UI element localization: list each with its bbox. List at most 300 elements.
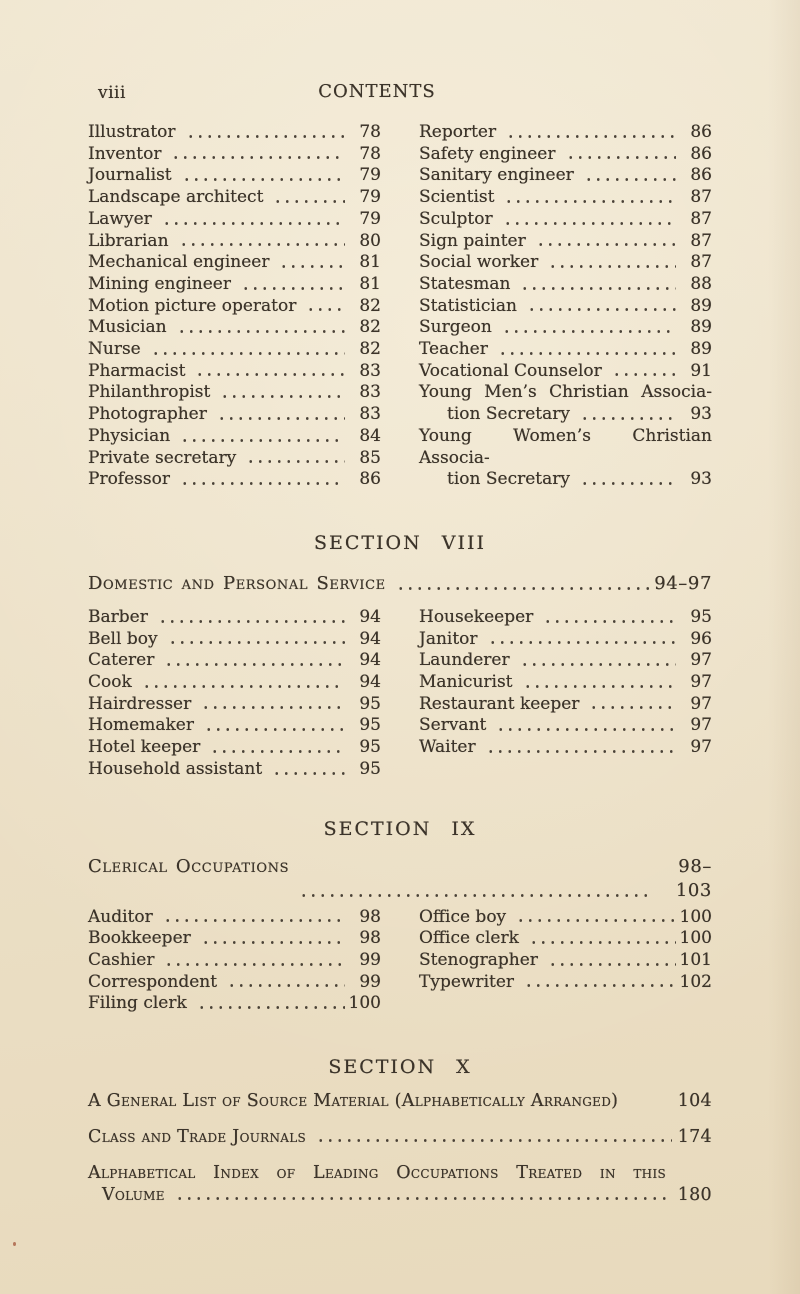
toc-entry-page: 89 bbox=[690, 295, 712, 316]
dot-leader bbox=[176, 231, 345, 253]
toc-entry-row bbox=[88, 209, 381, 231]
toc-entry bbox=[88, 629, 381, 651]
toc-entry-label: tion Secretary bbox=[447, 404, 570, 425]
dot-leader bbox=[243, 448, 345, 470]
dot-leader bbox=[485, 629, 676, 651]
toc-entry-row bbox=[88, 165, 381, 187]
dot-leader bbox=[625, 1090, 672, 1112]
continued-left-column bbox=[88, 122, 381, 491]
dot-leader bbox=[198, 694, 345, 716]
toc-entry-page: 79 bbox=[359, 208, 381, 229]
toc-entry-page: 82 bbox=[359, 317, 381, 338]
toc-entry-label: Volume bbox=[102, 1185, 165, 1206]
toc-entry-page: 81 bbox=[359, 273, 381, 294]
toc-entry-page: 91 bbox=[690, 360, 712, 381]
toc-entry-page: 78 bbox=[359, 143, 381, 164]
toc-entry-label: Filing clerk bbox=[88, 993, 187, 1014]
toc-entry bbox=[88, 907, 381, 929]
toc-entry-label: Mining engineer bbox=[88, 273, 231, 294]
toc-entry-row bbox=[88, 950, 381, 972]
section-ix-left-column bbox=[88, 907, 381, 1016]
toc-entry-page: 78 bbox=[359, 122, 381, 142]
toc-entry-label: Class and Trade Journals bbox=[88, 1127, 307, 1148]
toc-entry-page: 97 bbox=[690, 672, 712, 693]
section-viii-title: Domestic and Personal Service bbox=[88, 572, 386, 594]
toc-entry-label: Librarian bbox=[88, 230, 169, 251]
toc-entry-page: 89 bbox=[690, 317, 712, 338]
toc-entry-row bbox=[419, 607, 712, 629]
toc-entry-label: Bookkeeper bbox=[88, 928, 191, 949]
dot-leader bbox=[165, 629, 345, 651]
toc-entry-row bbox=[88, 759, 381, 781]
toc-entry-page: 79 bbox=[359, 165, 381, 186]
section-x-heading: SECTION X bbox=[328, 1056, 472, 1079]
toc-entry-row bbox=[88, 252, 381, 274]
section-x-entries bbox=[88, 1090, 712, 1206]
toc-entry-page: 89 bbox=[690, 339, 712, 360]
toc-entry bbox=[88, 187, 381, 209]
section-ix-title: Clerical Occupations bbox=[88, 855, 290, 877]
toc-entry-row bbox=[88, 404, 381, 426]
toc-entry-row bbox=[419, 650, 712, 672]
toc-entry bbox=[88, 382, 381, 404]
toc-entry bbox=[88, 694, 381, 716]
dot-leader bbox=[586, 694, 676, 716]
dot-leader bbox=[179, 165, 345, 187]
dot-leader bbox=[296, 855, 652, 903]
dot-leader bbox=[161, 650, 345, 672]
dot-leader bbox=[177, 469, 345, 491]
toc-entry bbox=[88, 252, 381, 274]
toc-entry-label: Servant bbox=[419, 715, 487, 736]
dot-leader bbox=[545, 950, 676, 972]
toc-entry-label: Journalist bbox=[88, 165, 172, 186]
toc-entry-label: Nurse bbox=[88, 339, 141, 360]
toc-entry bbox=[88, 1090, 712, 1112]
toc-entry-label: Landscape architect bbox=[88, 187, 264, 208]
toc-entry-page: 86 bbox=[690, 122, 712, 142]
toc-entry bbox=[419, 231, 712, 253]
toc-entry bbox=[419, 317, 712, 339]
toc-entry-label: Philanthropist bbox=[88, 382, 211, 403]
toc-entry-page: 98 bbox=[359, 928, 381, 949]
toc-entry bbox=[88, 426, 381, 448]
toc-entry-label: Inventor bbox=[88, 143, 162, 164]
dot-leader bbox=[545, 252, 676, 274]
toc-entry bbox=[419, 144, 712, 166]
toc-entry-label: Statesman bbox=[419, 273, 511, 294]
toc-entry bbox=[88, 737, 381, 759]
toc-entry-label: Private secretary bbox=[88, 447, 237, 468]
dot-leader bbox=[517, 650, 676, 672]
toc-entry-label: Social worker bbox=[419, 252, 539, 273]
toc-entry-label: Statistician bbox=[419, 295, 517, 316]
toc-entry-row bbox=[419, 165, 712, 187]
section-viii-left-column bbox=[88, 607, 381, 781]
toc-entry-label: Waiter bbox=[419, 737, 476, 758]
toc-entry-label: Surgeon bbox=[419, 317, 492, 338]
toc-entry bbox=[88, 1126, 712, 1148]
toc-entry-label: Professor bbox=[88, 469, 170, 490]
toc-entry-row bbox=[419, 469, 712, 491]
toc-entry-page: 82 bbox=[359, 339, 381, 360]
toc-entry-row bbox=[88, 907, 381, 929]
toc-entry-row bbox=[419, 317, 712, 339]
dot-leader bbox=[303, 296, 345, 318]
toc-entry-page: 93 bbox=[690, 469, 712, 490]
section-viii-heading: SECTION VIII bbox=[313, 531, 487, 554]
dot-leader bbox=[500, 209, 676, 231]
dot-leader bbox=[161, 950, 345, 972]
dot-leader bbox=[577, 404, 676, 426]
section-ix-heading: SECTION IX bbox=[323, 817, 477, 840]
toc-entry bbox=[88, 672, 381, 694]
toc-entry-row bbox=[419, 404, 712, 426]
toc-entry bbox=[419, 274, 712, 296]
toc-entry-row bbox=[88, 187, 381, 209]
toc-entry bbox=[88, 650, 381, 672]
dot-leader bbox=[526, 928, 676, 950]
toc-entry-row bbox=[88, 317, 381, 339]
toc-entry-page: 88 bbox=[690, 273, 712, 294]
toc-entry-page: 102 bbox=[679, 971, 712, 992]
toc-entry-row bbox=[88, 1184, 712, 1206]
toc-entry-page: 81 bbox=[359, 252, 381, 273]
toc-entry-row bbox=[88, 629, 381, 651]
section-ix-page-range: 98–103 bbox=[675, 855, 712, 901]
toc-entry-row bbox=[419, 715, 712, 737]
section-ix-heading-wrap bbox=[88, 817, 712, 841]
toc-entry-row bbox=[88, 1126, 712, 1148]
dot-leader bbox=[513, 907, 676, 929]
toc-entry-label: Caterer bbox=[88, 650, 155, 671]
toc-entry-page: 99 bbox=[359, 949, 381, 970]
toc-entry-page: 83 bbox=[359, 382, 381, 403]
toc-entry-page: 80 bbox=[359, 230, 381, 251]
toc-entry-label: Office boy bbox=[419, 906, 507, 927]
dot-leader bbox=[207, 737, 345, 759]
toc-entry-row bbox=[419, 694, 712, 716]
toc-entry bbox=[88, 993, 381, 1015]
toc-entry-label: Illustrator bbox=[88, 122, 176, 142]
toc-entry-row bbox=[88, 928, 381, 950]
toc-entry-row bbox=[419, 737, 712, 759]
toc-entry-row bbox=[419, 144, 712, 166]
toc-entry bbox=[419, 629, 712, 651]
toc-entry bbox=[419, 950, 712, 972]
dot-leader bbox=[521, 972, 676, 994]
folio-page-number: viii bbox=[98, 83, 126, 103]
toc-entry-row bbox=[88, 274, 381, 296]
toc-entry-page: 87 bbox=[690, 208, 712, 229]
continued-right-column bbox=[419, 122, 712, 491]
toc-entry bbox=[419, 928, 712, 950]
toc-entry bbox=[419, 382, 712, 425]
toc-entry bbox=[88, 1162, 712, 1206]
toc-entry-label: Mechanical engineer bbox=[88, 252, 270, 273]
toc-entry-label: Office clerk bbox=[419, 928, 519, 949]
toc-entry-row bbox=[419, 950, 712, 972]
toc-entry bbox=[88, 715, 381, 737]
toc-entry-page: 98 bbox=[359, 906, 381, 927]
toc-entry-row bbox=[88, 448, 381, 470]
toc-entry-overflow-line: Alphabetical Index of Leading Occupations Treated in this bbox=[88, 1163, 666, 1184]
toc-entry-page: 174 bbox=[677, 1127, 712, 1148]
toc-entry-row bbox=[419, 361, 712, 383]
toc-entry-page: 93 bbox=[690, 404, 712, 425]
toc-entry-row bbox=[419, 339, 712, 361]
dot-leader bbox=[313, 1126, 672, 1148]
toc-entry-row bbox=[88, 144, 381, 166]
toc-entry-row bbox=[88, 426, 381, 448]
toc-entry-label: Manicurist bbox=[419, 672, 513, 693]
dot-leader bbox=[493, 715, 676, 737]
toc-entry-row bbox=[419, 672, 712, 694]
toc-entry-label: Vocational Counselor bbox=[419, 360, 602, 381]
dot-leader bbox=[217, 382, 345, 404]
section-ix-right-column bbox=[419, 907, 712, 1016]
toc-entry-row bbox=[419, 187, 712, 209]
toc-entry bbox=[88, 296, 381, 318]
dot-leader bbox=[524, 296, 676, 318]
toc-entry-overflow-line: Young Men’s Christian Associa- bbox=[419, 382, 712, 403]
toc-entry-page: 95 bbox=[359, 737, 381, 758]
toc-entry-page: 85 bbox=[359, 447, 381, 468]
toc-entry-label: Janitor bbox=[419, 628, 478, 649]
toc-entry-row bbox=[419, 928, 712, 950]
toc-entry bbox=[419, 907, 712, 929]
toc-entry bbox=[88, 274, 381, 296]
toc-entry-label: Safety engineer bbox=[419, 143, 556, 164]
dot-leader bbox=[270, 187, 345, 209]
toc-entry bbox=[419, 650, 712, 672]
toc-entry-page: 100 bbox=[348, 993, 381, 1014]
toc-entry-row bbox=[88, 672, 381, 694]
toc-entry bbox=[419, 737, 712, 759]
toc-entry-row bbox=[88, 1090, 712, 1112]
section-viii-heading-wrap bbox=[88, 531, 712, 555]
toc-entry bbox=[419, 715, 712, 737]
toc-entry-row bbox=[88, 715, 381, 737]
toc-entry-label: Hairdresser bbox=[88, 693, 192, 714]
toc-entry-row bbox=[88, 122, 381, 144]
dot-leader bbox=[533, 231, 676, 253]
toc-entry-page: 82 bbox=[359, 295, 381, 316]
dot-leader bbox=[214, 404, 345, 426]
dot-leader bbox=[520, 672, 676, 694]
toc-entry-label: Sculptor bbox=[419, 208, 493, 229]
toc-entry bbox=[88, 209, 381, 231]
toc-entry-page: 87 bbox=[690, 187, 712, 208]
toc-entry-label: Household assistant bbox=[88, 758, 263, 779]
dot-leader bbox=[148, 339, 345, 361]
toc-entry bbox=[419, 339, 712, 361]
toc-entry bbox=[419, 426, 712, 491]
dot-leader bbox=[183, 122, 345, 144]
toc-entry-page: 86 bbox=[690, 143, 712, 164]
toc-entry bbox=[88, 339, 381, 361]
section-x-heading-wrap bbox=[88, 1055, 712, 1079]
dot-leader bbox=[159, 209, 345, 231]
dot-leader bbox=[139, 672, 345, 694]
toc-entry bbox=[88, 144, 381, 166]
dot-leader bbox=[224, 972, 345, 994]
dot-leader bbox=[172, 1184, 672, 1206]
toc-entry bbox=[419, 296, 712, 318]
toc-entry-label: Physician bbox=[88, 425, 171, 446]
toc-entry-row bbox=[88, 972, 381, 994]
dot-leader bbox=[581, 165, 676, 187]
toc-entry-page: 100 bbox=[679, 906, 712, 927]
toc-entry-label: Barber bbox=[88, 606, 148, 627]
toc-entry-row bbox=[419, 209, 712, 231]
paper-speck bbox=[13, 1242, 16, 1246]
dot-leader bbox=[269, 759, 345, 781]
toc-entry-row bbox=[88, 737, 381, 759]
dot-leader bbox=[155, 607, 345, 629]
toc-entry-label: Cashier bbox=[88, 949, 155, 970]
dot-leader bbox=[393, 572, 652, 596]
toc-entry-label: Restaurant keeper bbox=[419, 693, 580, 714]
dot-leader bbox=[276, 252, 345, 274]
toc-entry bbox=[88, 759, 381, 781]
toc-entry-label: Musician bbox=[88, 317, 167, 338]
section-ix-title-row bbox=[88, 855, 712, 903]
toc-entry-page: 97 bbox=[690, 693, 712, 714]
toc-entry-page: 94 bbox=[359, 628, 381, 649]
toc-entry-row bbox=[88, 694, 381, 716]
toc-entry-label: Typewriter bbox=[419, 971, 515, 992]
toc-entry bbox=[88, 972, 381, 994]
toc-entry-page: 79 bbox=[359, 187, 381, 208]
toc-entry-row bbox=[88, 993, 381, 1015]
toc-entry-label: Pharmacist bbox=[88, 360, 186, 381]
toc-entry-label: Bell boy bbox=[88, 628, 158, 649]
toc-entry bbox=[88, 317, 381, 339]
toc-entry bbox=[419, 672, 712, 694]
toc-entry bbox=[419, 187, 712, 209]
toc-entry-row bbox=[88, 650, 381, 672]
dot-leader bbox=[201, 715, 345, 737]
section-viii-title-row bbox=[88, 572, 712, 596]
toc-entry-row bbox=[88, 231, 381, 253]
toc-entry-row bbox=[419, 296, 712, 318]
toc-entry-row bbox=[88, 382, 381, 404]
toc-entry bbox=[419, 252, 712, 274]
dot-leader bbox=[501, 187, 676, 209]
toc-entry-row bbox=[419, 122, 712, 144]
toc-entry-label: Homemaker bbox=[88, 715, 194, 736]
toc-entry-label: Cook bbox=[88, 672, 132, 693]
running-title: CONTENTS bbox=[318, 81, 436, 102]
toc-entry-page: 86 bbox=[359, 469, 381, 490]
toc-entry-page: 97 bbox=[690, 715, 712, 736]
section-viii-page-range: 94–97 bbox=[654, 572, 712, 594]
toc-entry-page: 87 bbox=[690, 230, 712, 251]
dot-leader bbox=[499, 317, 676, 339]
section-viii-right-column bbox=[419, 607, 712, 781]
toc-entry-label: Reporter bbox=[419, 122, 497, 142]
toc-entry-page: 97 bbox=[690, 737, 712, 758]
toc-entry-row bbox=[419, 231, 712, 253]
toc-entry bbox=[88, 231, 381, 253]
toc-entry-page: 100 bbox=[679, 928, 712, 949]
dot-leader bbox=[192, 361, 345, 383]
dot-leader bbox=[198, 928, 345, 950]
dot-leader bbox=[540, 607, 676, 629]
toc-entry-page: 87 bbox=[690, 252, 712, 273]
toc-entry-label: Correspondent bbox=[88, 971, 218, 992]
toc-entry-page: 94 bbox=[359, 672, 381, 693]
toc-entry bbox=[88, 404, 381, 426]
dot-leader bbox=[495, 339, 676, 361]
toc-entry-label: Stenographer bbox=[419, 949, 538, 970]
toc-entry-page: 95 bbox=[359, 715, 381, 736]
toc-entry-label: Launderer bbox=[419, 650, 510, 671]
toc-entry-row bbox=[419, 629, 712, 651]
toc-entry bbox=[419, 361, 712, 383]
toc-entry-page: 86 bbox=[690, 165, 712, 186]
dot-leader bbox=[194, 993, 345, 1015]
toc-entry-label: Motion picture operator bbox=[88, 295, 297, 316]
dot-leader bbox=[238, 274, 345, 296]
toc-entry bbox=[88, 165, 381, 187]
toc-entry bbox=[88, 950, 381, 972]
toc-entry-page: 83 bbox=[359, 404, 381, 425]
toc-entry-page: 95 bbox=[690, 606, 712, 627]
toc-entry-label: Scientist bbox=[419, 187, 495, 208]
dot-leader bbox=[577, 469, 676, 491]
toc-entry-label: Sign painter bbox=[419, 230, 526, 251]
toc-entry-row bbox=[419, 274, 712, 296]
dot-leader bbox=[168, 144, 345, 166]
toc-entry-page: 95 bbox=[359, 693, 381, 714]
toc-entry-page: 83 bbox=[359, 360, 381, 381]
toc-entry-row bbox=[419, 252, 712, 274]
dot-leader bbox=[160, 907, 345, 929]
toc-entry-row bbox=[88, 361, 381, 383]
toc-entry-row bbox=[88, 339, 381, 361]
toc-entry-label: Lawyer bbox=[88, 208, 152, 229]
toc-entry-page: 104 bbox=[677, 1091, 712, 1112]
toc-entry-page: 94 bbox=[359, 606, 381, 627]
toc-entry-label: Teacher bbox=[419, 339, 488, 360]
toc-entry-page: 97 bbox=[690, 650, 712, 671]
dot-leader bbox=[503, 122, 676, 144]
toc-entry bbox=[88, 122, 381, 144]
toc-entry bbox=[419, 209, 712, 231]
toc-entry bbox=[88, 469, 381, 491]
toc-entry-row bbox=[88, 469, 381, 491]
section-viii-list bbox=[88, 607, 712, 781]
toc-entry-page: 95 bbox=[359, 758, 381, 779]
dot-leader bbox=[609, 361, 676, 383]
toc-entry bbox=[419, 165, 712, 187]
dot-leader bbox=[177, 426, 345, 448]
dot-leader bbox=[563, 144, 677, 166]
section-ix-list bbox=[88, 907, 712, 1016]
toc-entry-label: Sanitary engineer bbox=[419, 165, 574, 186]
section-vii-continued-list bbox=[88, 122, 712, 491]
toc-entry-label: Photographer bbox=[88, 404, 207, 425]
toc-entry-page: 180 bbox=[677, 1185, 712, 1206]
toc-entry-page: 99 bbox=[359, 971, 381, 992]
toc-entry-label: Auditor bbox=[88, 906, 153, 927]
toc-entry-page: 84 bbox=[359, 425, 381, 446]
dot-leader bbox=[517, 274, 676, 296]
toc-entry bbox=[419, 122, 712, 144]
toc-entry bbox=[88, 361, 381, 383]
